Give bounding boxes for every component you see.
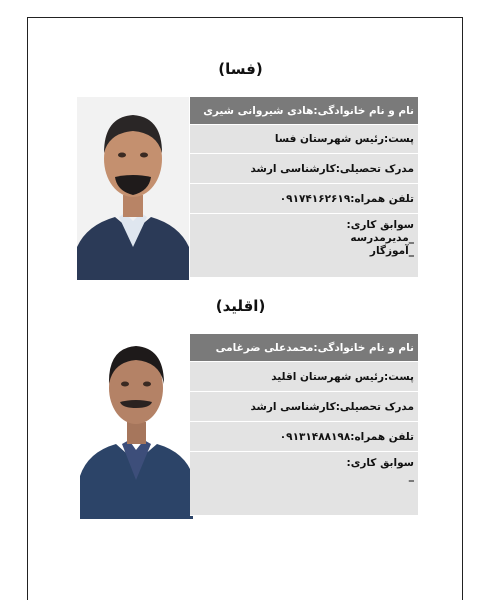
phone-row: تلفن همراه:۰۹۱۷۴۱۶۲۶۱۹ xyxy=(190,184,418,214)
degree-row: مدرک تحصیلی:کارشناسی ارشد xyxy=(190,154,418,184)
history-label: سوابق کاری: xyxy=(346,457,414,469)
history-row xyxy=(190,214,418,278)
post-row: پست:رئیس شهرستان اقلید xyxy=(190,362,418,392)
region-title-fasa: (فسا) xyxy=(218,60,263,78)
history-item: _آموزگار xyxy=(369,245,414,257)
degree-row: مدرک تحصیلی:کارشناسی ارشد xyxy=(190,392,418,422)
profile-card-1 xyxy=(190,97,418,278)
history-item: _ xyxy=(408,470,414,482)
profile-card-2 xyxy=(190,334,418,516)
history-label: سوابق کاری: xyxy=(346,219,414,231)
history-row xyxy=(190,452,418,516)
post-row: پست:رئیس شهرستان فسا xyxy=(190,125,418,154)
profile-photo-1 xyxy=(77,97,189,280)
history-item: _مدیرمدرسه xyxy=(350,232,414,244)
name-row: نام و نام خانوادگی:محمدعلی ضرغامی xyxy=(190,334,418,362)
name-row: نام و نام خانوادگی:هادی شیروانی شیری xyxy=(190,97,418,125)
region-title-eghlid: (اقلید) xyxy=(215,297,266,315)
phone-row: تلفن همراه:۰۹۱۳۱۴۸۸۱۹۸ xyxy=(190,422,418,452)
profile-photo-2 xyxy=(80,334,193,519)
